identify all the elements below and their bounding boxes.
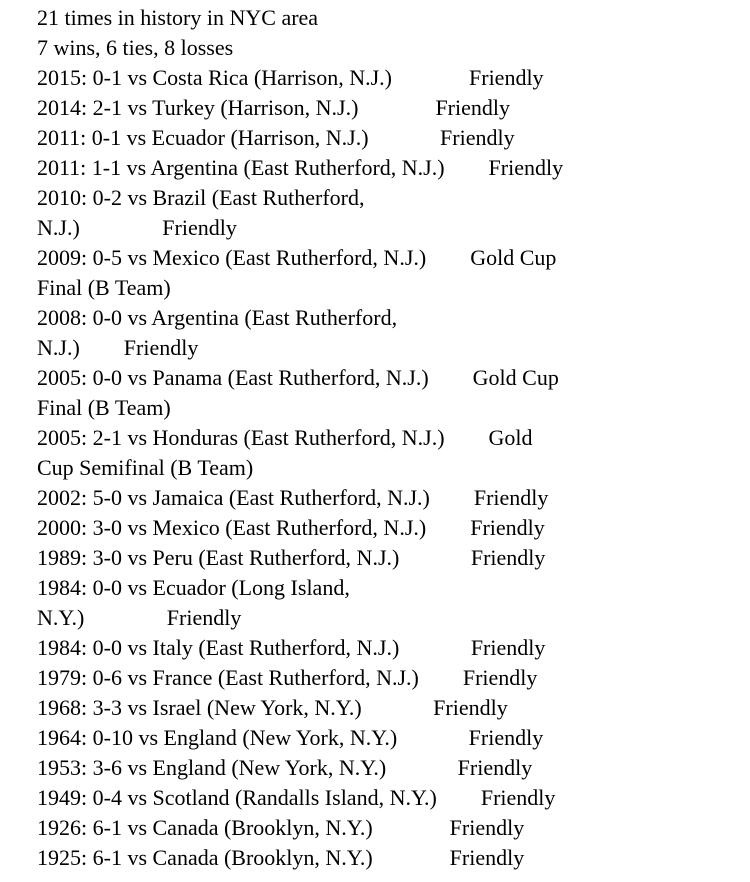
match-line: 1979: 0-6 vs France (East Rutherford, N.J.) Friendly [37, 665, 538, 690]
match-line-continuation: N.J.) Friendly [37, 215, 237, 240]
match-line: 1925: 6-1 vs Canada (Brooklyn, N.Y.) Friendly [37, 845, 525, 870]
match-line: 1984: 0-0 vs Italy (East Rutherford, N.J.) Friendly [37, 635, 546, 660]
match-line: 1989: 3-0 vs Peru (East Rutherford, N.J.) Friendly [37, 545, 546, 570]
match-line: 2000: 3-0 vs Mexico (East Rutherford, N.J.) Friendly [37, 515, 545, 540]
match-line: 2011: 0-1 vs Ecuador (Harrison, N.J.) Friendly [37, 125, 515, 150]
match-line: 1964: 0-10 vs England (New York, N.Y.) Friendly [37, 725, 544, 750]
match-line: 1984: 0-0 vs Ecuador (Long Island, [37, 575, 350, 600]
match-line: 2005: 2-1 vs Honduras (East Rutherford, N.J.) Gold [37, 425, 533, 450]
match-line: 1949: 0-4 vs Scotland (Randalls Island, N.Y.) Friendly [37, 785, 556, 810]
match-line-continuation: N.J.) Friendly [37, 335, 199, 360]
match-line: 1968: 3-3 vs Israel (New York, N.Y.) Friendly [37, 695, 508, 720]
match-line-continuation: N.Y.) Friendly [37, 605, 242, 630]
document-body [37, 3, 737, 873]
match-line: 2002: 5-0 vs Jamaica (East Rutherford, N.J.) Friendly [37, 485, 549, 510]
match-line: 2005: 0-0 vs Panama (East Rutherford, N.J.) Gold Cup [37, 365, 559, 390]
match-line: 1926: 6-1 vs Canada (Brooklyn, N.Y.) Friendly [37, 815, 525, 840]
match-line: 2010: 0-2 vs Brazil (East Rutherford, [37, 185, 365, 210]
match-line-continuation: Final (B Team) [37, 275, 171, 300]
match-line: 2008: 0-0 vs Argentina (East Rutherford, [37, 305, 398, 330]
match-line-continuation: Final (B Team) [37, 395, 171, 420]
match-line: 1953: 3-6 vs England (New York, N.Y.) Friendly [37, 755, 533, 780]
match-line: 2015: 0-1 vs Costa Rica (Harrison, N.J.) Friendly [37, 65, 544, 90]
match-line: 2014: 2-1 vs Turkey (Harrison, N.J.) Friendly [37, 95, 510, 120]
match-line: 2009: 0-5 vs Mexico (East Rutherford, N.J.) Gold Cup [37, 245, 557, 270]
match-line: 2011: 1-1 vs Argentina (East Rutherford, N.J.) Friendly [37, 155, 564, 180]
match-line-continuation: Cup Semifinal (B Team) [37, 455, 254, 480]
record-summary: 7 wins, 6 ties, 8 losses [37, 35, 234, 60]
summary-heading: 21 times in history in NYC area [37, 5, 319, 30]
